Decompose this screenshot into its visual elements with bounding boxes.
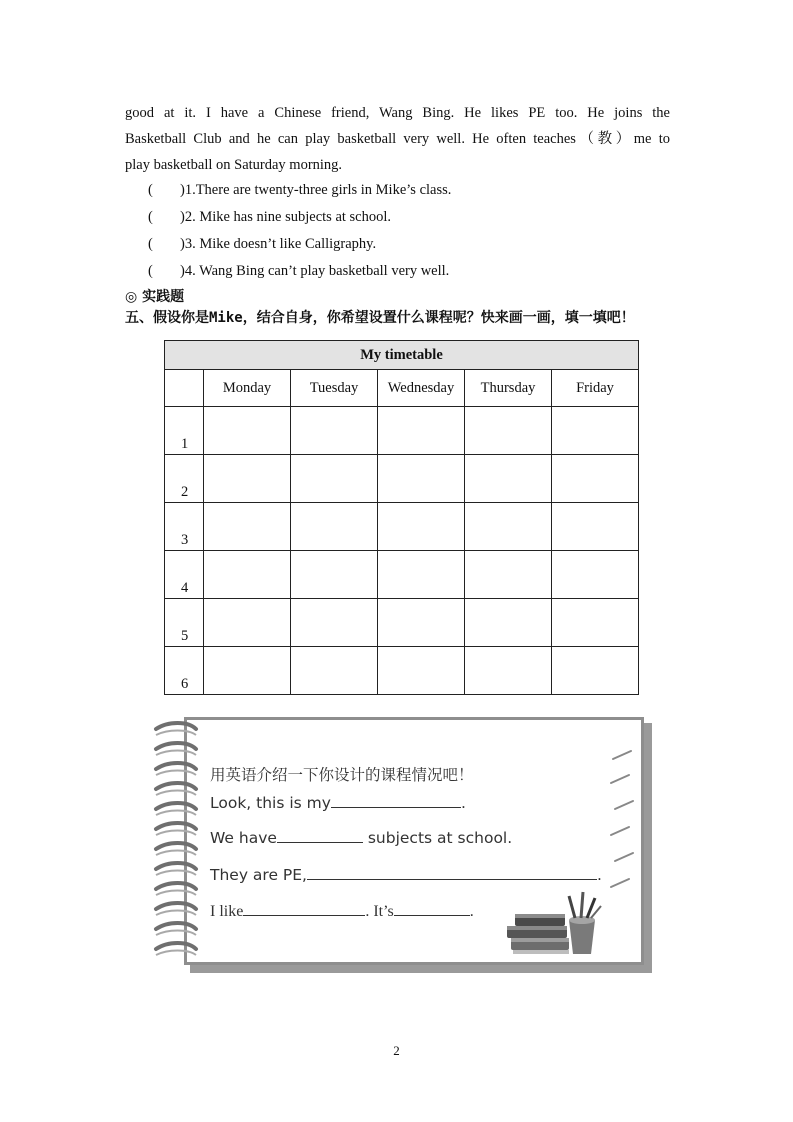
period-number: 3: [165, 503, 204, 551]
timetable-cell[interactable]: [204, 407, 291, 455]
timetable-cell[interactable]: [204, 455, 291, 503]
table-row: [165, 407, 639, 455]
timetable-cell[interactable]: [552, 647, 639, 695]
period-number: 6: [165, 647, 204, 695]
spiral-binding-icon: [148, 715, 208, 975]
table-row: [165, 551, 639, 599]
timetable-cell[interactable]: [204, 599, 291, 647]
passage-line: play basketball on Saturday morning.: [125, 157, 343, 173]
table-row: [165, 647, 639, 695]
timetable-cell[interactable]: [378, 503, 465, 551]
fill-line-2: [210, 828, 512, 847]
day-header: Wednesday: [378, 370, 465, 407]
timetable-cell[interactable]: [378, 647, 465, 695]
line-text: .: [460, 794, 466, 812]
blank-field[interactable]: [243, 901, 365, 916]
period-number: 4: [165, 551, 204, 599]
line-text: They are PE,: [210, 866, 307, 884]
line-text: We have: [210, 829, 277, 847]
timetable-cell[interactable]: [465, 647, 552, 695]
period-number: 5: [165, 599, 204, 647]
pencil-marks-icon: [607, 745, 637, 925]
timetable-cell[interactable]: [204, 551, 291, 599]
timetable-cell[interactable]: [291, 455, 378, 503]
timetable-cell[interactable]: [291, 407, 378, 455]
question-text: )3. Mike doesn’t like Calligraphy.: [180, 236, 377, 252]
day-header: Monday: [204, 370, 291, 407]
line-text: subjects at school.: [362, 829, 513, 847]
notebook-instruction: 用英语介绍一下你设计的课程情况吧！: [210, 766, 474, 784]
answer-paren[interactable]: (: [148, 209, 153, 225]
task-prefix: 五、假设你是: [125, 310, 209, 326]
period-number: 1: [165, 407, 204, 455]
timetable-cell[interactable]: [465, 551, 552, 599]
line-text: Look, this is my: [210, 794, 331, 812]
task-instruction: [125, 307, 635, 327]
question-text: )1.There are twenty-three girls in Mike’s class.: [180, 182, 452, 198]
timetable-cell[interactable]: [204, 647, 291, 695]
passage-line: good at it. I have a Chinese friend, Wang Bing. He likes PE too. He joins the: [125, 105, 670, 121]
answer-paren[interactable]: (: [148, 182, 153, 198]
task-name: Mike: [209, 310, 243, 326]
timetable-title: My timetable: [165, 341, 639, 370]
blank-field[interactable]: [331, 793, 461, 808]
question-1: [148, 182, 451, 199]
timetable-cell[interactable]: [465, 407, 552, 455]
question-text: )2. Mike has nine subjects at school.: [180, 209, 392, 225]
timetable-cell[interactable]: [291, 647, 378, 695]
timetable-cell[interactable]: [378, 551, 465, 599]
timetable-cell[interactable]: [291, 503, 378, 551]
blank-field[interactable]: [277, 828, 363, 843]
line-text: . It’s: [365, 903, 394, 920]
table-row: [165, 455, 639, 503]
notebook-card: [148, 715, 653, 975]
timetable-cell[interactable]: [291, 551, 378, 599]
reading-passage: [125, 100, 670, 178]
line-text: .: [469, 903, 474, 920]
fill-line-3: [210, 865, 602, 884]
timetable-cell[interactable]: [291, 599, 378, 647]
question-text: )4. Wang Bing can’t play basketball very well.: [180, 263, 450, 279]
blank-field[interactable]: [307, 865, 597, 880]
table-row: [165, 503, 639, 551]
passage-line: Basketball Club and he can play basketball very well. He often teaches（教）me to: [125, 131, 670, 147]
timetable-cell[interactable]: [465, 503, 552, 551]
timetable-cell[interactable]: [378, 455, 465, 503]
answer-paren[interactable]: (: [148, 236, 153, 252]
timetable-cell[interactable]: [378, 599, 465, 647]
timetable-cell[interactable]: [465, 455, 552, 503]
page-number: 2: [393, 1043, 400, 1058]
task-suffix: ，结合自身，你希望设置什么课程呢？快来画一画，填一填吧！: [242, 310, 635, 326]
question-3: [148, 236, 376, 253]
table-row: [165, 599, 639, 647]
timetable-cell[interactable]: [465, 599, 552, 647]
question-2: [148, 209, 391, 226]
day-header: Thursday: [465, 370, 552, 407]
timetable-cell[interactable]: [204, 503, 291, 551]
line-text: .: [597, 866, 602, 884]
day-header: Tuesday: [291, 370, 378, 407]
answer-paren[interactable]: (: [148, 263, 153, 279]
timetable-cell[interactable]: [552, 407, 639, 455]
books-and-pencil-cup-icon: [503, 890, 603, 960]
line-text: I like: [210, 903, 244, 920]
timetable-cell[interactable]: [552, 455, 639, 503]
timetable-cell[interactable]: [552, 503, 639, 551]
timetable-cell[interactable]: [552, 599, 639, 647]
fill-line-4: [210, 901, 474, 921]
period-number: 2: [165, 455, 204, 503]
fill-line-1: [210, 793, 466, 812]
question-4: [148, 263, 449, 280]
blank-field[interactable]: [394, 901, 470, 916]
day-header: Friday: [552, 370, 639, 407]
timetable: [164, 340, 639, 695]
timetable-cell[interactable]: [378, 407, 465, 455]
timetable-cell[interactable]: [552, 551, 639, 599]
practice-heading: ◎ 实践题: [125, 289, 185, 305]
corner-cell: [165, 370, 204, 407]
